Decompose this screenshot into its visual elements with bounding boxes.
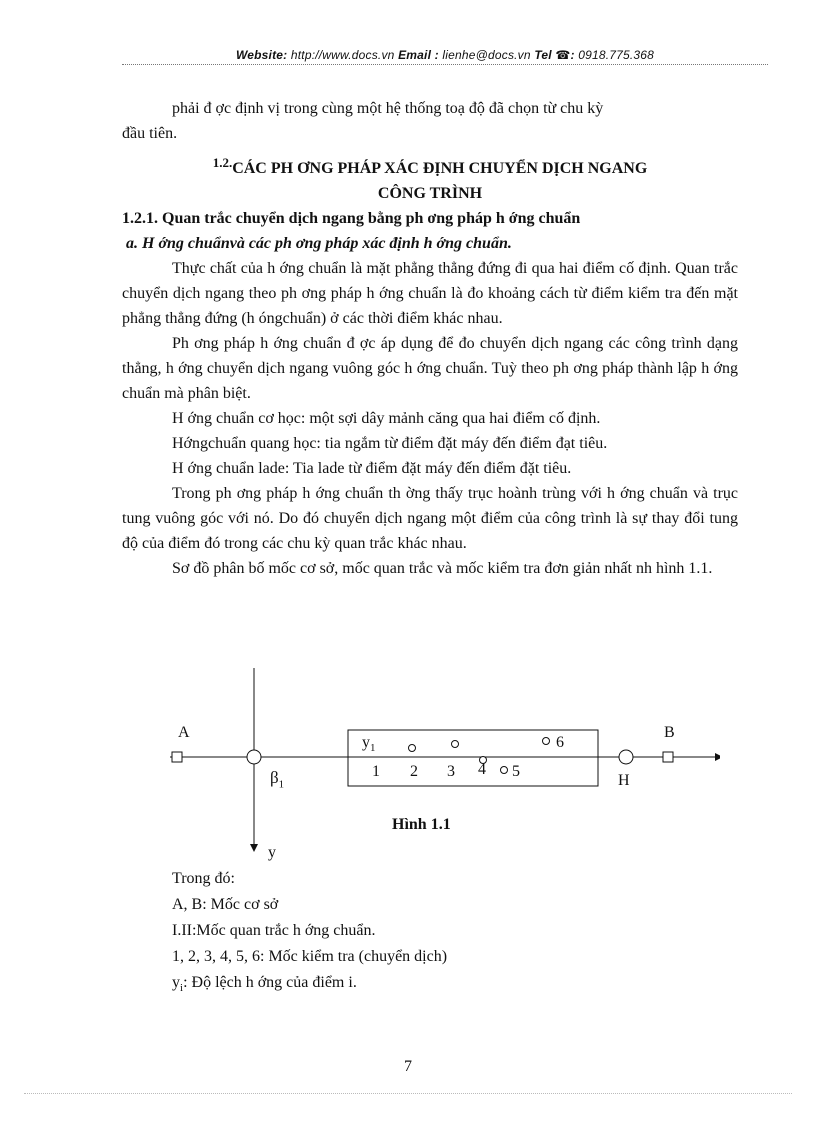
base-mark-b [663,752,673,762]
label-y1: $y_1$ [362,734,376,755]
list-item-laser: H ớng chuẩn lade: Tia lade từ điểm đặt máy đến điểm đặt tiêu. [172,460,572,477]
label-beta: $\beta_1$ [270,768,285,791]
paragraph-continued-line2: đầu tiên. [122,125,178,142]
paragraph-continued-line1: phải đ ợc định vị trong cùng một hệ thống toạ độ đã chọn từ chu kỳ [172,100,604,117]
list-item-mechanical: H ớng chuẩn cơ học: một sợi dây mảnh căng qua hai điểm cố định. [172,410,601,427]
website-label: Website: [235,48,288,62]
page-body [122,96,738,581]
section-title [122,150,738,181]
tel-number: 0918.775.368 [578,48,655,62]
header-divider [122,64,768,65]
check-point-5-mark [501,767,508,774]
legend-item-deviation: $y_i$: Độ lệch h ớng của điểm i. [172,974,357,995]
figure-legend [172,866,732,1001]
base-mark-a [172,752,182,762]
legend-item-observation: I.II:Mốc quan trắc h ớng chuẩn. [172,922,376,939]
tel-label: Tel ☎: [534,48,575,62]
label-point-3: 3 [447,763,455,780]
figure-caption: Hình 1.1 [392,816,451,833]
section-title-line1: CÁC PH ƠNG PHÁP XÁC ĐỊNH CHUYỂN DỊCH NGANG [232,160,648,177]
page-header [122,48,768,62]
subsection-heading: 1.2.1. Quan trắc chuyển dịch ngang bằng ph ơng pháp h ớng chuẩn [122,210,581,227]
label-point-2: 2 [410,763,418,780]
legend-item-base: A, B: Mốc cơ sở [172,896,279,913]
x-axis-arrowhead-icon [715,753,720,761]
check-point-2-mark [409,745,416,752]
label-point-4: 4 [478,761,486,778]
figure-diagram [160,664,720,864]
label-y-axis: y [268,844,276,861]
section-number: 1.2. [212,155,233,170]
list-item-optical: Hớngchuẩn quang học: tia ngắm từ điểm đặt máy đến điểm đạt tiêu. [172,435,608,452]
observation-mark-beta [247,750,261,764]
label-h: H [618,772,630,789]
check-point-6-mark [543,738,550,745]
paragraph-diagram-intro: Sơ đồ phân bố mốc cơ sở, mốc quan trắc và mốc kiểm tra đơn giản nhất nh hình 1.1. [172,560,713,577]
website-url[interactable]: http://www.docs.vn [290,48,395,62]
paragraph-definition: Thực chất của h ớng chuẩn là mặt phẳng thẳng đứng đi qua hai điểm cố định. Quan trắc chuyển dịch ngang theo ph ơng pháp h ớng chuẩn là đo khoảng cách từ điểm kiểm tra đến mặt phẳng thẳng đứng (h óngchuẩn) ở các thời điểm khác nhau. [122,260,738,327]
email-address[interactable]: lienhe@docs.vn [442,48,531,62]
label-point-6: 6 [556,734,564,751]
paragraph-axes: Trong ph ơng pháp h ớng chuẩn th ờng thấy trục hoành trùng với h ớng chuẩn và trục tung vuông góc với nó. Do đó chuyển dịch ngang một điểm của công trình là sự thay đổi tung độ của điểm đó trong các chu kỳ quan trắc khác nhau. [122,485,738,552]
page-number: 7 [404,1058,412,1075]
check-point-3-mark [452,741,459,748]
section-title-line2: CÔNG TRÌNH [377,185,483,202]
subsubsection-heading: a. H ớng chuẩnvà các ph ơng pháp xác định h ớng chuẩn. [126,235,512,252]
legend-item-check: 1, 2, 3, 4, 5, 6: Mốc kiểm tra (chuyển dịch) [172,948,448,965]
email-label: Email : [398,48,439,62]
label-point-5: 5 [512,763,520,780]
figure-1-1 [160,664,720,864]
label-b: B [664,724,675,741]
observation-mark-h [619,750,633,764]
label-point-1: 1 [372,763,380,780]
y-axis-arrowhead-icon [250,844,258,852]
label-a: A [178,724,190,741]
legend-intro: Trong đó: [172,870,235,887]
paragraph-application: Ph ơng pháp h ớng chuẩn đ ợc áp dụng để đo chuyển dịch ngang các công trình dạng thẳng, h ớng chuyển dịch ngang vuông góc h ớng chuẩn. Tuỳ theo ph ơng pháp thành lập h ớng chuẩn mà phân biệt. [122,335,738,402]
footer-divider [24,1093,792,1094]
